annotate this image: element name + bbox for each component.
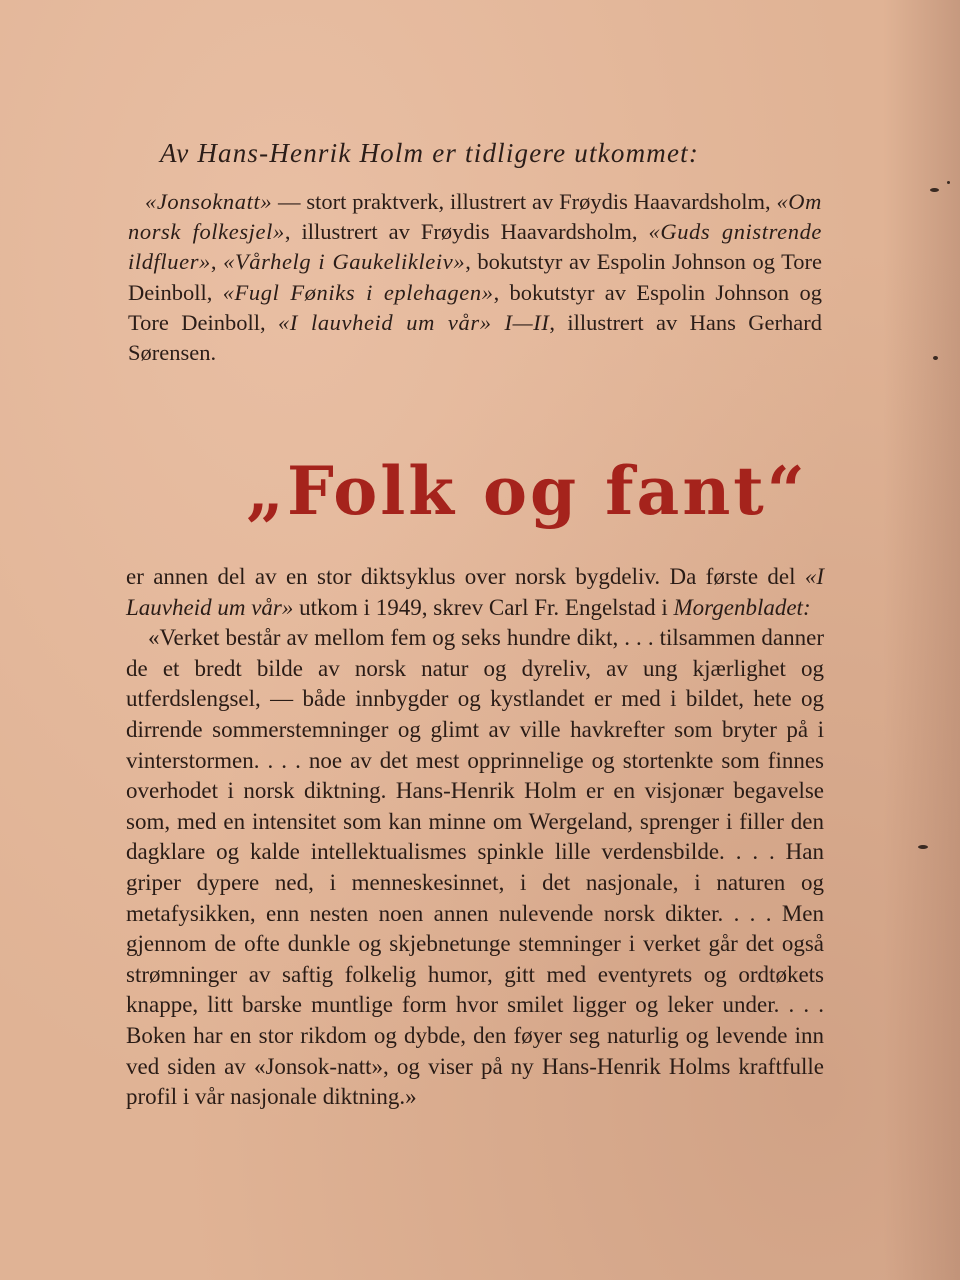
work-title: «Vårhelg i Gaukelikleiv» — [223, 249, 466, 275]
intro-paragraph — [126, 562, 824, 623]
work-details: — stort praktverk, illustrert av Frøydis Haavardsholm, — [272, 189, 777, 214]
newspaper-name: Morgenbladet: — [673, 594, 811, 620]
work-details: , bokutstyr av Espolin Johnson og Tore Deinboll, — [128, 249, 823, 305]
book-description — [126, 562, 824, 1113]
review-quote: «Verket består av mellom fem og seks hundre dikt, . . . tilsammen danner de et bredt bilde av norsk natur og dyreliv, av ung kjærlighet og utferdslengsel, — både innbygder og kystlandet er med i bildet, hete og dirrende sommerstemninger og glimt av ville havkrefter som bryter på i vinterstormen. . . . noe av det mest opprinnelige og stortenkte som finnes overhodet i norsk diktning. Hans-Henrik Holm er en visjonær begavelse som, med en intensitet som kan minne om Wergeland, sprenger i filler den dagklare og kalde intellektualismes spinkle lille verdensbilde. . . . Han griper dypere ned, i menneskesinnet, i det nasjonale, i naturen og metafysikken, enn nesten noen annen nulevende norsk dikter. . . . Men gjennom de ofte dunkle og skjebnetunge stemninger i verket går det også strømninger av saftig folkelig humor, gitt med eventyrets og ordtøkets knappe, litt barske muntlige form hvor smilet ligger og leker under. . . . Boken har en stor rikdom og dybde, den føyer seg naturlig og levende inn ved siden av «Jonsok-natt», og viser på ny Hans-Henrik Holms kraftfulle profil i vår nasjonale diktning.» — [126, 625, 824, 1110]
work-title: «Jonsoknatt» — [145, 189, 273, 214]
paper-speck — [918, 845, 928, 849]
work-details: , bokutstyr av Espolin Johnson og Tore Deinboll, — [128, 279, 822, 335]
previous-works-list — [128, 187, 822, 368]
previous-works-heading: Av Hans-Henrik Holm er tidligere utkommet: — [160, 138, 700, 168]
book-title: „Folk og fant“ — [246, 452, 808, 530]
work-title: «Guds gnistrende ildfluer» — [128, 219, 823, 275]
work-details: , illustrert av Hans Gerhard Sørensen. — [128, 309, 822, 366]
paper-speck — [947, 181, 950, 184]
work-title: «Om norsk folkesjel» — [128, 189, 822, 245]
intro-text: er annen del av en stor diktsyklus over norsk bygdeliv. Da første del — [126, 564, 805, 589]
work-details: , — [210, 249, 224, 275]
work-details: , illustrert av Frøydis Haavardsholm, — [284, 219, 649, 245]
paper-speck — [930, 188, 939, 192]
work-title: «Fugl Føniks i eplehagen» — [222, 279, 494, 305]
paper-speck — [933, 356, 938, 360]
work-title: «I lauvheid um vår» I—II — [278, 309, 550, 335]
previous-works-paragraph — [128, 187, 822, 368]
cited-work-title: «I Lauvheid um vår» — [126, 564, 824, 620]
intro-text: utkom i 1949, skrev Carl Fr. Engelstad i — [293, 594, 674, 620]
